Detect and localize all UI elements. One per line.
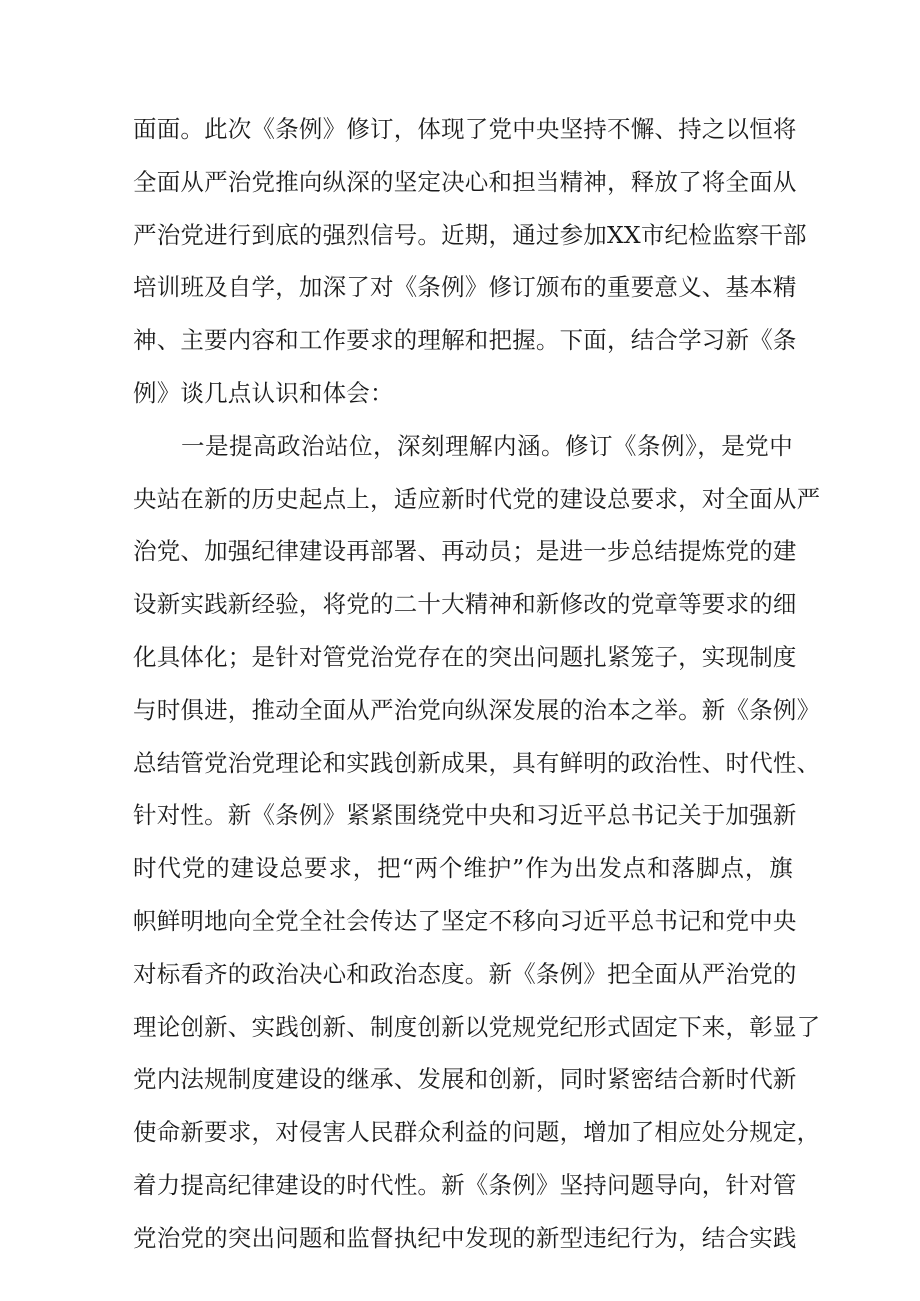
body-text — [133, 103, 821, 1265]
text-line: 全面从严治党推向纵深的坚定决心和担当精神，释放了将全面从 — [133, 167, 797, 196]
text-line: 帜鲜明地向全党全社会传达了坚定不移向习近平总书记和党中央 — [133, 906, 797, 935]
text-line: 与时俱进，推动全面从严治党向纵深发展的治本之举。新《条例》 — [133, 695, 821, 724]
text-line: 例》谈几点认识和体会： — [133, 378, 394, 407]
text-line: 央站在新的历史起点上，适应新时代党的建设总要求，对全面从严 — [133, 484, 821, 513]
text-line: 严治党进行到底的强烈信号。近期，通过参加XX市纪检监察干部 — [133, 220, 807, 249]
text-line: 使命新要求，对侵害人民群众利益的问题，增加了相应处分规定， — [133, 1118, 821, 1147]
text-line: 设新实践新经验，将党的二十大精神和新修改的党章等要求的细 — [133, 590, 797, 619]
text-line: 党治党的突出问题和监督执纪中发现的新型违纪行为，结合实践 — [133, 1223, 797, 1252]
text-line: 对标看齐的政治决心和政治态度。新《条例》把全面从严治党的 — [133, 959, 797, 988]
text-line: 党内法规制度建设的继承、发展和创新，同时紧密结合新时代新 — [133, 1065, 797, 1094]
text-line: 培训班及自学，加深了对《条例》修订颁布的重要意义、基本精 — [133, 273, 797, 302]
text-line: 着力提高纪律建设的时代性。新《条例》坚持问题导向，针对管 — [133, 1170, 797, 1199]
text-line: 时代党的建设总要求，把“两个维护”作为出发点和落脚点，旗 — [133, 854, 793, 883]
text-line: 面面。此次《条例》修订，体现了党中央坚持不懈、持之以恒将 — [133, 115, 797, 143]
text-line: 针对性。新《条例》紧紧围绕党中央和习近平总书记关于加强新 — [133, 801, 797, 830]
text-line: 总结管党治党理论和实践创新成果，具有鲜明的政治性、时代性、 — [133, 748, 821, 777]
paragraph-start-line: 一是提高政治站位，深刻理解内涵。修订《条例》，是党中 — [181, 431, 793, 460]
text-line: 神、主要内容和工作要求的理解和把握。下面，结合学习新《条 — [133, 326, 797, 355]
text-line: 治党、加强纪律建设再部署、再动员；是进一步总结提炼党的建 — [133, 537, 797, 566]
text-line: 化具体化；是针对管党治党存在的突出问题扎紧笼子，实现制度 — [133, 642, 797, 671]
text-line: 理论创新、实践创新、制度创新以党规党纪形式固定下来，彰显了 — [133, 1012, 821, 1041]
